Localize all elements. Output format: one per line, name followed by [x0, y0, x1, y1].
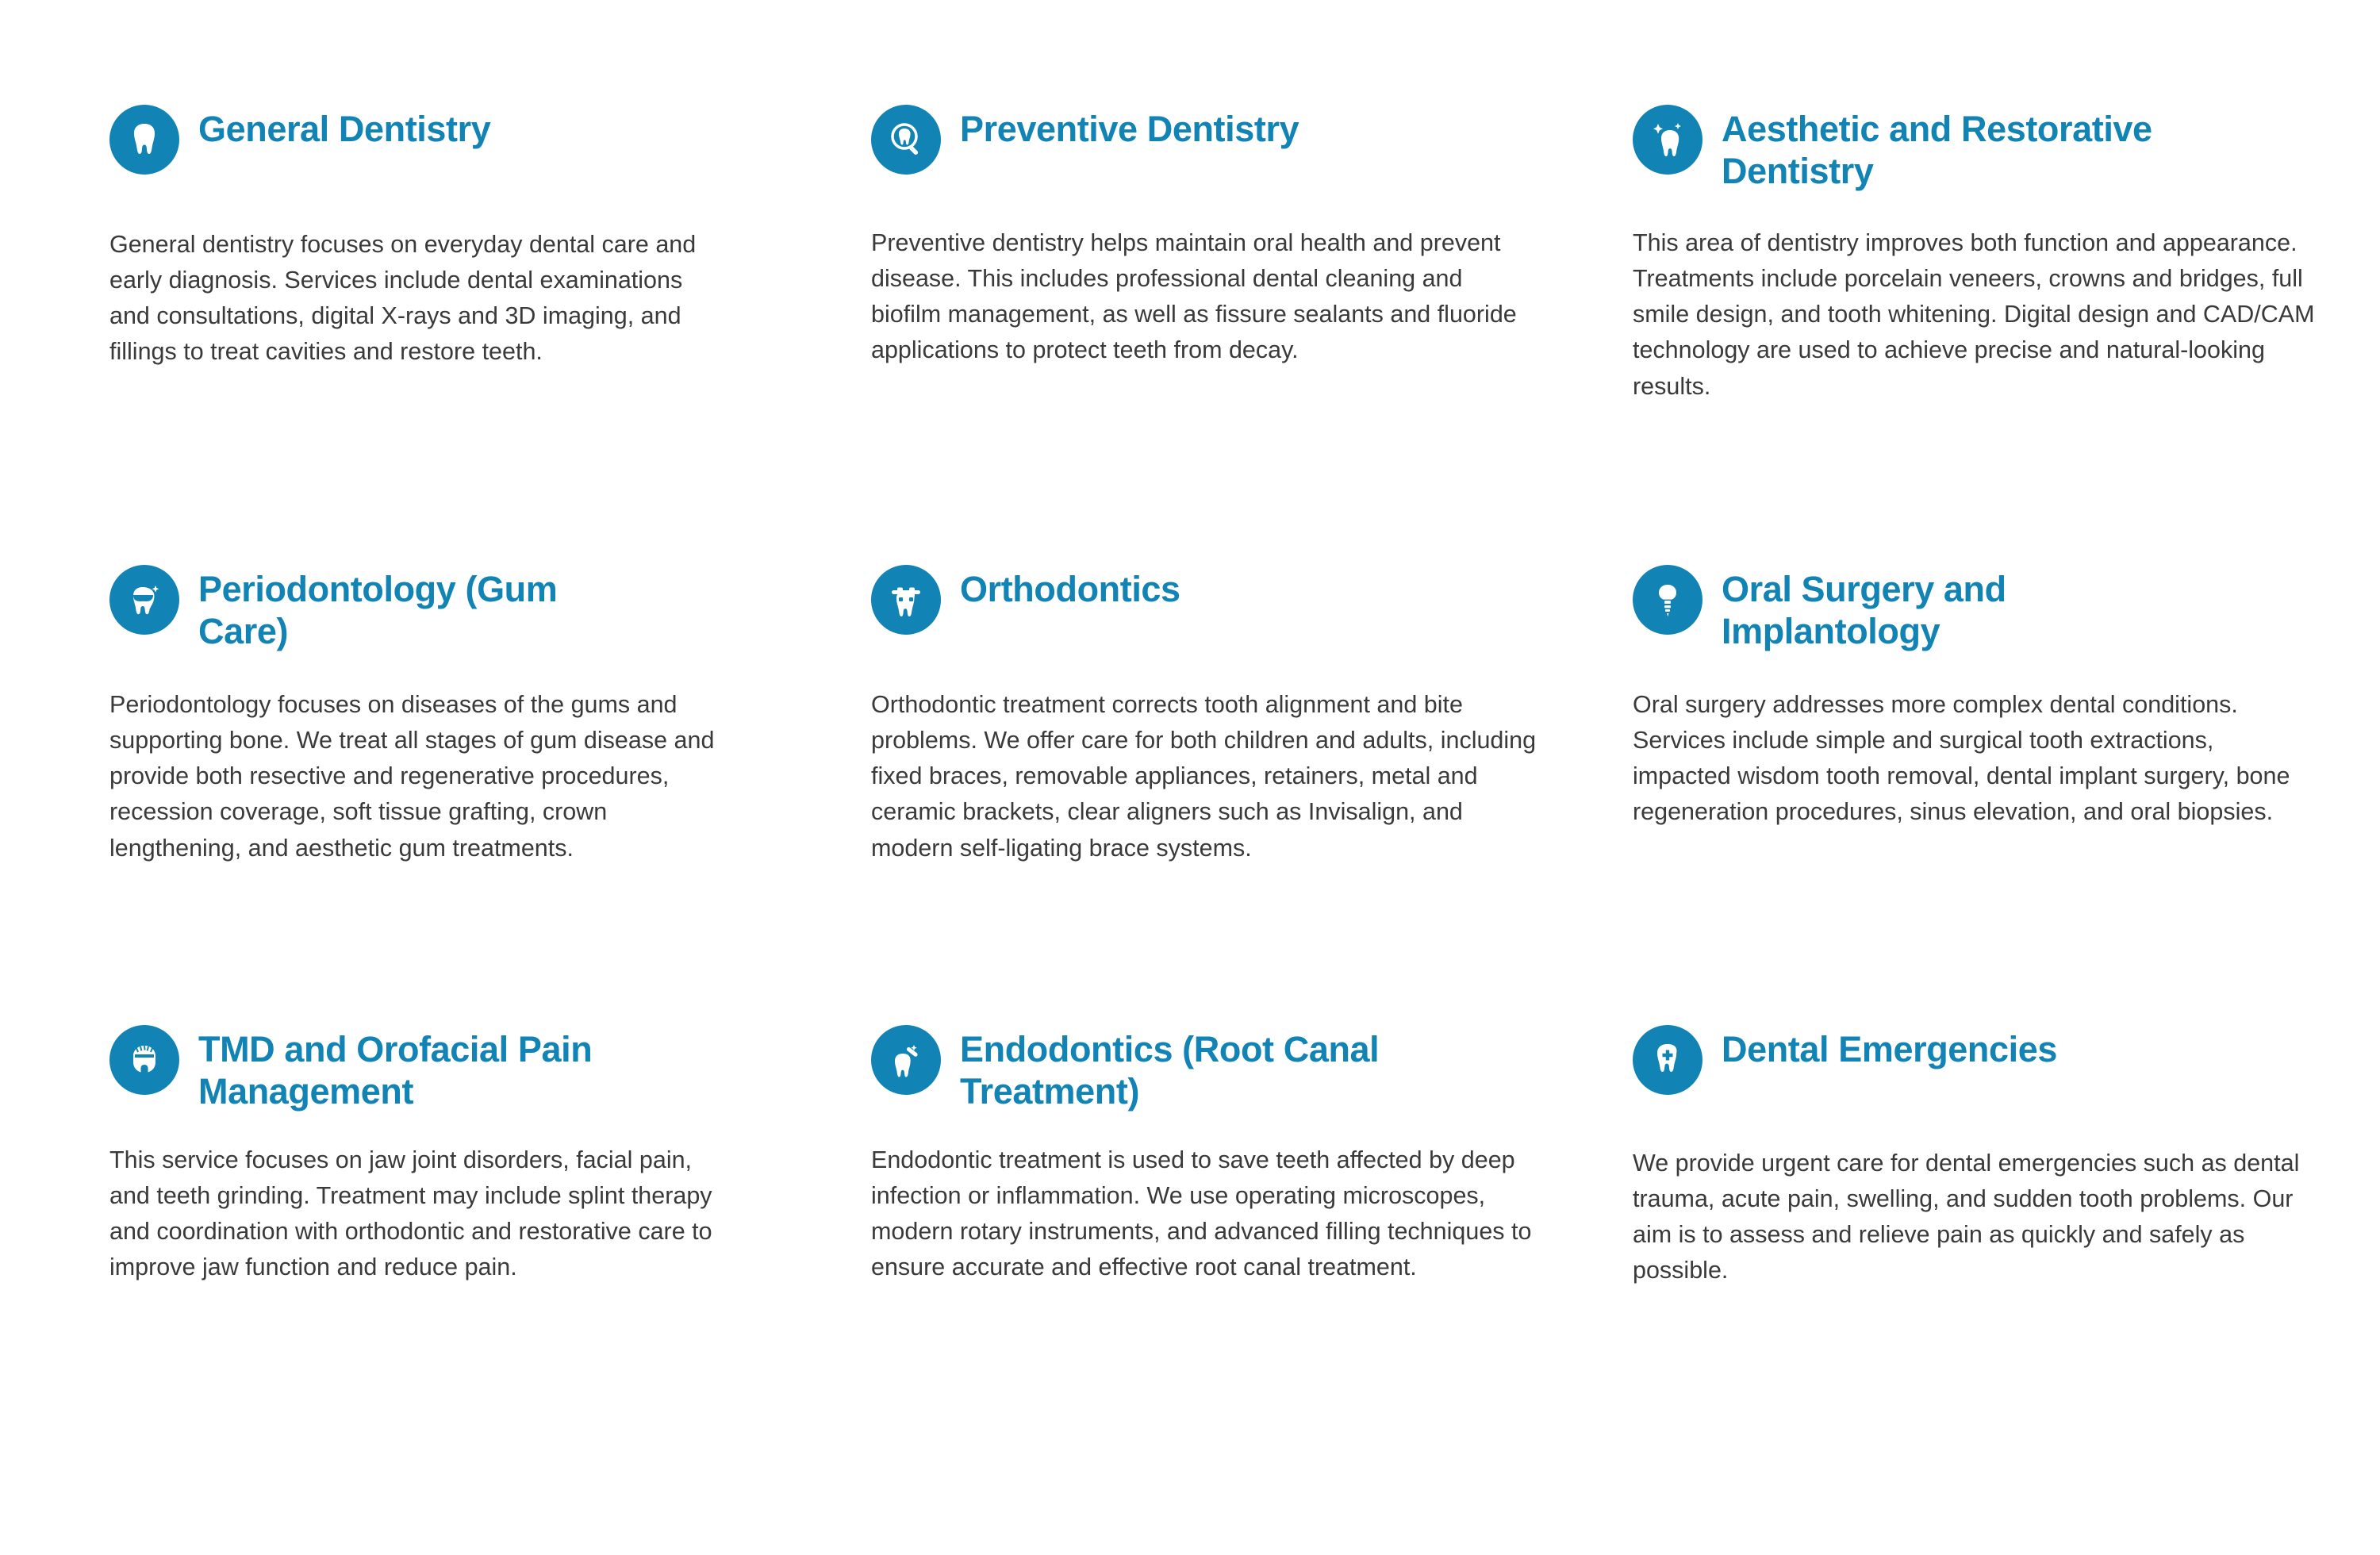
card-body: Periodontology focuses on diseases of the gums and supporting bone. We treat all stages of gum disease and provide both resective and regenerative procedures, recession coverage, soft tissue grafting, crown lengthening, and aesthetic gum treatments. — [109, 691, 715, 862]
tooth-sparkle-icon — [1633, 105, 1702, 175]
card-header — [1633, 103, 2315, 198]
service-card-preventive-dentistry — [871, 103, 1553, 563]
card-body: General dentistry focuses on everyday dental care and early diagnosis. Services include dental examinations and consultations, digital X-rays and 3D imaging, and fillings to treat cavities and restore teeth. — [109, 231, 697, 366]
service-card-endodontics — [871, 1023, 1553, 1468]
tooth-braces-icon — [871, 565, 941, 635]
card-header — [871, 563, 1553, 658]
service-card-periodontology — [109, 563, 792, 1023]
services-grid — [109, 103, 2315, 1468]
card-title: General Dentistry — [198, 109, 491, 149]
service-card-oral-surgery-implantology — [1633, 563, 2315, 1023]
service-card-dental-emergencies — [1633, 1023, 2315, 1468]
emergency-tooth-cross-icon — [1633, 1025, 1702, 1095]
card-header — [871, 1023, 1553, 1119]
service-card-tmd-orofacial-pain — [109, 1023, 792, 1468]
card-header — [109, 1023, 792, 1119]
service-card-orthodontics — [871, 563, 1553, 1023]
tooth-magnifier-icon — [871, 105, 941, 175]
card-body: This area of dentistry improves both function and appearance. Treatments include porcelain veneers, crowns and bridges, full smile design, and tooth whitening. Digital design and CAD/CAM technology are used to achieve precise and natural-looking results. — [1633, 229, 2315, 400]
card-title: Periodontology (Gum Care) — [198, 569, 558, 652]
card-body: Oral surgery addresses more complex dental conditions. Services include simple and surgical tooth extractions, impacted wisdom tooth removal, dental implant surgery, bone regeneration procedures, sinus elevation, and oral biopsies. — [1633, 691, 2290, 826]
card-title: Preventive Dentistry — [960, 109, 1299, 149]
service-card-general-dentistry — [109, 103, 792, 563]
card-title: Oral Surgery and Implantology — [1722, 569, 2006, 652]
card-body: Endodontic treatment is used to save teeth affected by deep infection or inflammation. We use operating microscopes, modern rotary instruments, and advanced filling techniques to ensure accurate and effective root canal treatment. — [871, 1146, 1532, 1281]
card-body: Orthodontic treatment corrects tooth alignment and bite problems. We offer care for both children and adults, including fixed braces, removable appliances, retainers, metal and ceramic brackets, clear aligners such as Invisalign, and modern self-ligating brace systems. — [871, 691, 1537, 862]
card-header — [1633, 563, 2315, 658]
card-body: Preventive dentistry helps maintain oral health and prevent disease. This includes professional dental cleaning and biofilm management, as well as fissure sealants and fluoride applications to protect teeth from decay. — [871, 229, 1517, 364]
card-body: We provide urgent care for dental emergencies such as dental trauma, acute pain, swelling, and sudden tooth problems. Our aim is to assess and relieve pain as quickly and safely as possible. — [1633, 1150, 2300, 1284]
jaw-joint-icon — [109, 1025, 179, 1095]
card-title: Orthodontics — [960, 569, 1180, 609]
card-header — [871, 103, 1553, 198]
card-header — [109, 103, 792, 198]
tooth-icon — [109, 105, 179, 175]
card-title: Aesthetic and Restorative Dentistry — [1722, 109, 2152, 192]
card-title: Endodontics (Root Canal Treatment) — [960, 1029, 1380, 1112]
root-canal-file-icon — [871, 1025, 941, 1095]
card-header — [1633, 1023, 2315, 1119]
service-card-aesthetic-restorative-dentistry — [1633, 103, 2315, 563]
card-title: TMD and Orofacial Pain Management — [198, 1029, 593, 1112]
card-body: This service focuses on jaw joint disorders, facial pain, and teeth grinding. Treatment may include splint therapy and coordination with orthodontic and restorative care to improve jaw function and reduce pain. — [109, 1146, 712, 1281]
tooth-gum-icon — [109, 565, 179, 635]
card-header — [109, 563, 792, 658]
card-title: Dental Emergencies — [1722, 1029, 2057, 1069]
dental-implant-icon — [1633, 565, 1702, 635]
